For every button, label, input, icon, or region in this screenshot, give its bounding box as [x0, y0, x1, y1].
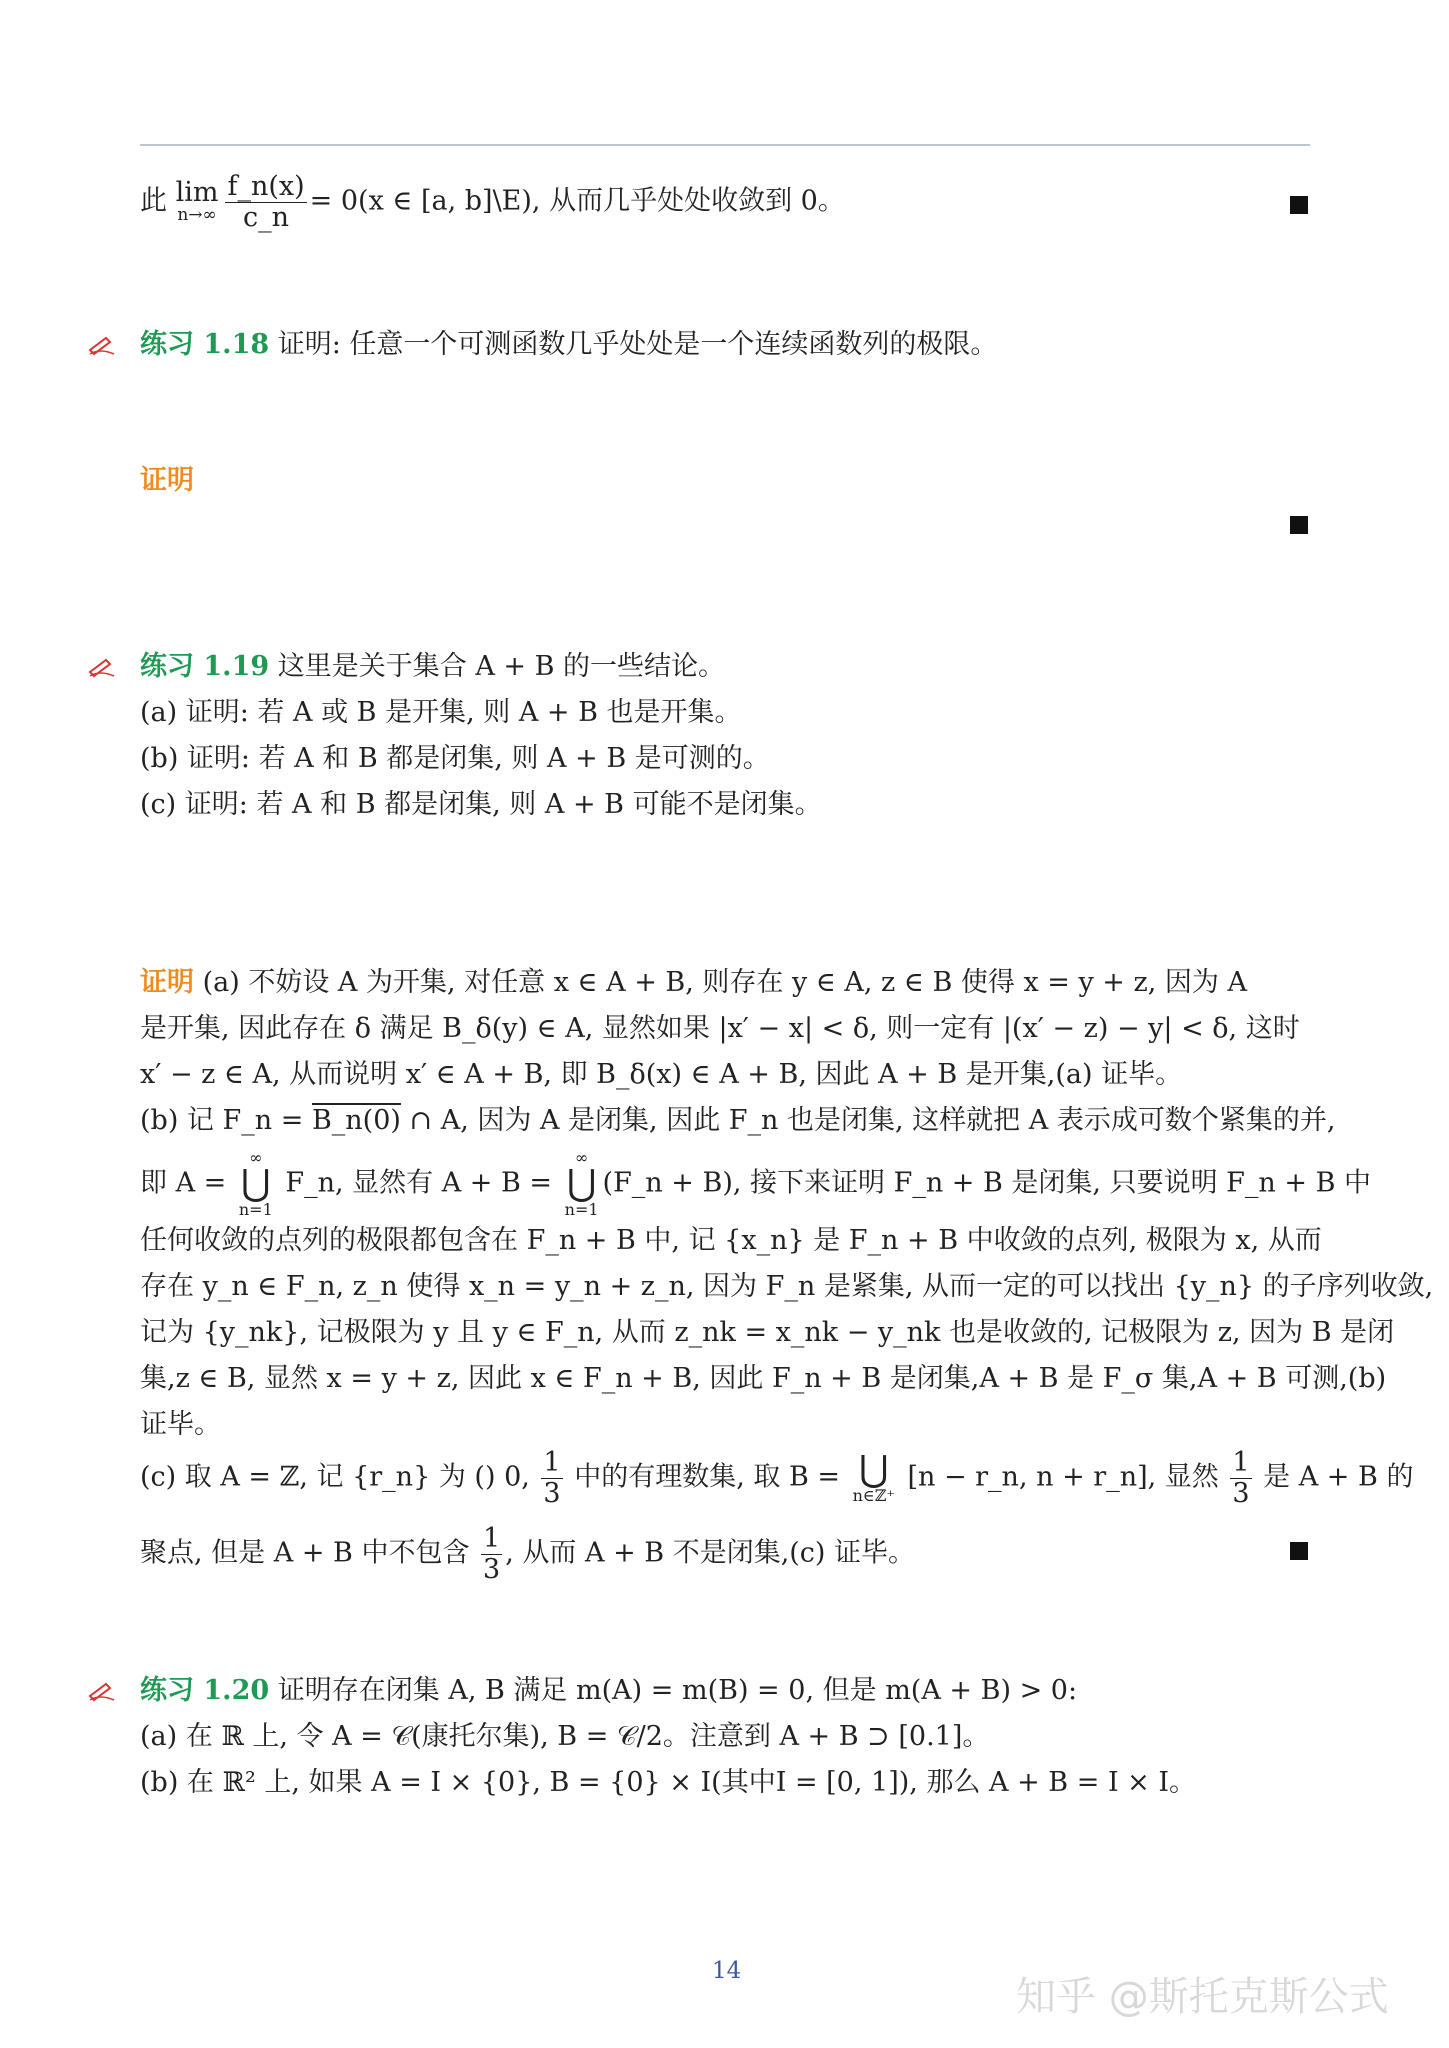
frac-num: f_n(x) — [227, 171, 305, 202]
union-symbol — [565, 1150, 599, 1218]
union-symbol — [239, 1150, 273, 1218]
proof-line-6: 任何收敛的点列的极限都包含在 F_n + B 中, 记 {x_n} 是 F_n + B 中收敛的点列, 极限为 x, 从而 — [140, 1225, 1322, 1256]
exercise-1-19 — [140, 648, 725, 686]
proof-text: 即 A = — [140, 1167, 235, 1199]
proof-text: (c) 取 A = ℤ, 记 {r_n} 为 () 0, — [140, 1461, 539, 1493]
frac-den: 3 — [1232, 1477, 1250, 1509]
proof-text: (a) 不妨设 A 为开集, 对任意 x ∈ A + B, 则存在 y ∈ A, z ∈ B 使得 x = y + z, 因为 A — [194, 967, 1247, 998]
qed-mark — [1290, 1542, 1308, 1560]
proof-line-9: 集,z ∈ B, 显然 x = y + z, 因此 x ∈ F_n + B, 因此 F_n + B 是闭集,A + B 是 F_σ 集,A + B 可测,(b) — [140, 1363, 1387, 1394]
fraction — [225, 172, 306, 232]
conclusion-line — [140, 172, 845, 232]
exercise-label: 练习 1.20 — [140, 1675, 270, 1706]
proof-text: , 从而 A + B 不是闭集,(c) 证毕。 — [505, 1537, 916, 1569]
proof-text: 中的有理数集, 取 B = — [565, 1461, 849, 1493]
frac-num: 1 — [483, 1523, 501, 1554]
proof-line-8: 记为 {y_nk}, 记极限为 y 且 y ∈ F_n, 从而 z_nk = x_nk − y_nk 也是收敛的, 记极限为 z, 因为 B 是闭 — [140, 1317, 1395, 1348]
union-bot: n=1 — [564, 1200, 599, 1219]
union-bot: n∈ℤ⁺ — [852, 1486, 895, 1506]
union-top: ∞ — [249, 1148, 263, 1167]
exercise-text: 这里是关于集合 A + B 的一些结论。 — [269, 651, 726, 682]
lim-sub: n→∞ — [177, 205, 217, 226]
exercise-label: 练习 1.18 — [140, 329, 270, 360]
proof-text: ∩ A, 因为 A 是闭集, 因此 F_n 也是闭集, 这样就把 A 表示成可数个紧集的并, — [400, 1105, 1336, 1136]
pencil-icon — [88, 1680, 116, 1702]
proof-text: F_n, 显然有 A + B = — [276, 1167, 561, 1199]
frac-den: 3 — [483, 1553, 501, 1585]
pencil-icon — [88, 334, 116, 356]
proof-line-2: 是开集, 因此存在 δ 满足 B_δ(y) ∈ A, 显然如果 |x′ − x| < δ, 则一定有 |(x′ − z) − y| < δ, 这时 — [140, 1013, 1300, 1044]
exercise-1-20 — [140, 1672, 1077, 1710]
proof-text: [n − r_n, n + r_n], 显然 — [898, 1461, 1228, 1493]
exercise-part-b: (b) 在 ℝ² 上, 如果 A = I × {0}, B = {0} × I(其中I = [0, 1]), 那么 A + B = I × I。 — [140, 1767, 1197, 1798]
proof-line-11 — [140, 1448, 1413, 1508]
proof-line-3: x′ − z ∈ A, 从而说明 x′ ∈ A + B, 即 B_δ(x) ∈ A + B, 因此 A + B 是开集,(a) 证毕。 — [140, 1059, 1183, 1090]
lim-word: lim — [175, 177, 219, 209]
watermark: 知乎 @斯托克斯公式 — [1016, 1974, 1389, 2020]
frac-den: 3 — [543, 1477, 561, 1509]
pencil-icon — [88, 656, 116, 678]
fraction-one-third — [481, 1524, 502, 1584]
proof-line-4 — [140, 1102, 1335, 1140]
union-sym: ⋃ — [241, 1163, 271, 1204]
union-symbol — [852, 1449, 895, 1506]
proof-label: 证明 — [140, 967, 194, 998]
frac-num: 1 — [1232, 1447, 1250, 1478]
exercise-1-18 — [140, 326, 997, 364]
text-rest: = 0(x ∈ [a, b]\E), 从而几乎处处收敛到 0。 — [309, 185, 845, 217]
proof-text: 是 A + B 的 — [1254, 1461, 1414, 1493]
closure-ball: B_n(0) — [311, 1105, 401, 1136]
frac-den: c_n — [243, 201, 290, 233]
proof-text: (F_n + B), 接下来证明 F_n + B 是闭集, 只要说明 F_n + B 中 — [602, 1167, 1372, 1199]
fraction-one-third — [541, 1448, 562, 1508]
page-number: 14 — [712, 1958, 742, 1984]
exercise-part-b: (b) 证明: 若 A 和 B 都是闭集, 则 A + B 是可测的。 — [140, 743, 770, 774]
fraction-one-third — [1230, 1448, 1251, 1508]
proof-label: 证明 — [140, 465, 194, 496]
exercise-text: 证明: 任意一个可测函数几乎处处是一个连续函数列的极限。 — [269, 329, 998, 360]
proof-line-5 — [140, 1150, 1371, 1218]
proof-line-10: 证毕。 — [140, 1409, 221, 1440]
union-sym: ⋃ — [566, 1163, 597, 1204]
exercise-text: 证明存在闭集 A, B 满足 m(A) = m(B) = 0, 但是 m(A + B) > 0: — [269, 1675, 1078, 1706]
text-pre: 此 — [140, 185, 176, 217]
union-top: ∞ — [574, 1148, 589, 1167]
proof-text: (b) 记 F_n = — [140, 1105, 312, 1136]
exercise-part-a: (a) 在 ℝ 上, 令 A = 𝒞(康托尔集), B = 𝒞/2。注意到 A + B ⊃ [0.1]。 — [140, 1721, 990, 1752]
proof-line-1 — [140, 964, 1247, 1002]
qed-mark — [1290, 516, 1308, 534]
exercise-part-c: (c) 证明: 若 A 和 B 都是闭集, 则 A + B 可能不是闭集。 — [140, 789, 822, 820]
exercise-part-a: (a) 证明: 若 A 或 B 是开集, 则 A + B 也是开集。 — [140, 697, 742, 728]
exercise-label: 练习 1.19 — [140, 651, 270, 682]
union-sym: ⋃ — [858, 1449, 889, 1491]
header-rule — [140, 144, 1310, 146]
union-bot: n=1 — [238, 1200, 273, 1219]
proof-1-18 — [140, 462, 194, 500]
proof-line-12 — [140, 1524, 915, 1584]
limit — [176, 179, 219, 225]
frac-num: 1 — [543, 1447, 561, 1478]
qed-mark — [1290, 196, 1308, 214]
proof-text: 聚点, 但是 A + B 中不包含 — [140, 1537, 479, 1569]
proof-line-7: 存在 y_n ∈ F_n, z_n 使得 x_n = y_n + z_n, 因为 F_n 是紧集, 从而一定的可以找出 {y_n} 的子序列收敛, — [140, 1271, 1434, 1302]
